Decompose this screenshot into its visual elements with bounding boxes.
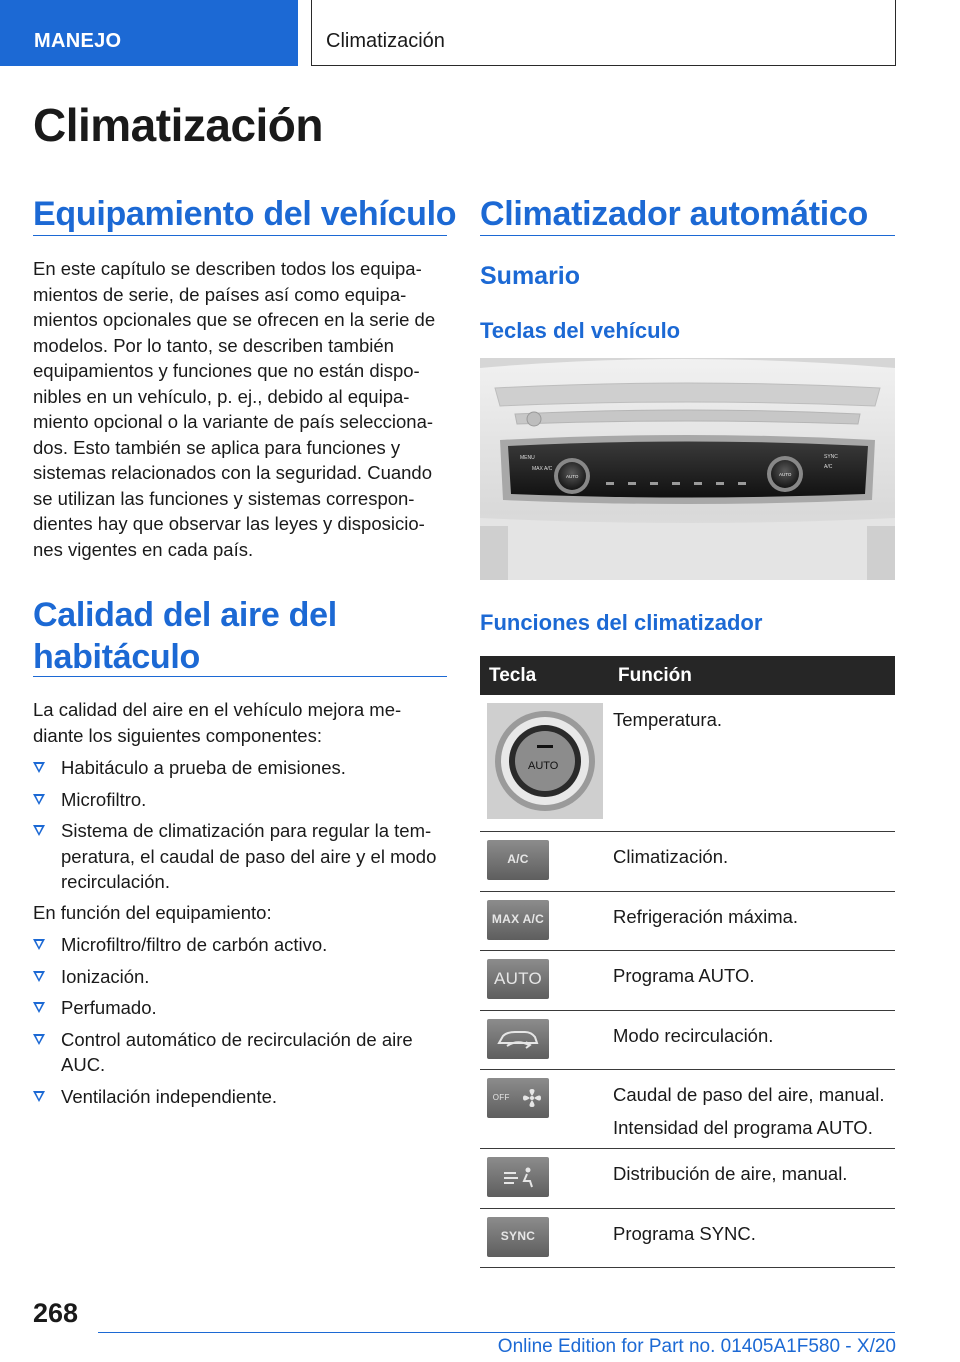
list-item: Control automático de recirculación de aire AUC. xyxy=(33,1027,453,1078)
max-ac-button-icon: MAX A/C xyxy=(487,900,549,940)
function-text: Caudal de paso del aire, manual. xyxy=(613,1083,885,1105)
equipment-heading: Equipamiento del vehículo xyxy=(33,195,457,233)
svg-text:MAX A/C: MAX A/C xyxy=(532,466,553,472)
recirculation-button-icon xyxy=(487,1019,549,1059)
auto-climate-heading: Climatizador automático xyxy=(480,195,868,233)
heading-rule xyxy=(480,235,895,236)
function-text: Modo recirculación. xyxy=(613,1024,774,1046)
climate-functions-table xyxy=(480,656,895,1268)
table-row xyxy=(480,695,895,831)
list-item: Sistema de climatización para regular la tem- peratura, el caudal de paso del aire y el modo recirculación. xyxy=(33,818,453,895)
page-title: Climatización xyxy=(33,99,324,151)
air-distribution-button-icon xyxy=(487,1157,549,1197)
svg-text:A/C: A/C xyxy=(824,464,833,470)
equipment-paragraph: En este capítulo se describen todos los equipa- mientos de serie, de países así como equipa- mientos opcionales que se ofrecen en la serie de modelos. Por lo tanto, se describen también equipamientos y funciones que no están dispo- nibles en un vehículo, p. ej., debido al equipa- miento opcional o la variante de país selecciona- dos. Esto también se aplica para funciones y sistemas relacionados con la seguridad. Cuando se utilizan las funciones y sistemas correspon- dientes hay que observar las leyes y disposicio- nes vigentes en cada país. xyxy=(33,258,436,560)
equipment-list xyxy=(33,932,453,1115)
function-text: Climatización. xyxy=(613,845,729,867)
climate-functions-heading: Funciones del climatizador xyxy=(480,610,763,635)
table-row xyxy=(480,1148,895,1208)
list-item: Perfumado. xyxy=(33,995,453,1021)
svg-text:MENU: MENU xyxy=(520,455,535,461)
summary-heading: Sumario xyxy=(480,262,581,290)
table-row xyxy=(480,950,895,1010)
bullet-triangle-icon xyxy=(33,1002,45,1013)
chapter-header xyxy=(311,0,896,66)
svg-text:AUTO: AUTO xyxy=(528,760,559,772)
table-row xyxy=(480,1010,895,1069)
bullet-triangle-icon xyxy=(33,1091,45,1102)
air-quality-intro: La calidad del aire en el vehículo mejora me- diante los siguientes componentes: xyxy=(33,699,402,746)
bullet-triangle-icon xyxy=(33,794,45,805)
heading-rule xyxy=(33,676,447,677)
table-header-row xyxy=(480,656,895,695)
edition-footer: Online Edition for Part no. 01405A1F580 - X/20 xyxy=(497,1336,896,1357)
bullet-triangle-icon xyxy=(33,939,45,950)
air-quality-heading: Calidad del aire del habitáculo xyxy=(33,596,337,676)
svg-text:AUTO: AUTO xyxy=(566,474,579,479)
climate-console-image xyxy=(480,358,895,580)
auto-button-icon: AUTO xyxy=(487,959,549,999)
console-illustration xyxy=(480,358,895,580)
bullet-triangle-icon xyxy=(33,825,45,836)
list-item: Microfiltro/filtro de carbón activo. xyxy=(33,932,453,958)
bullet-triangle-icon xyxy=(33,762,45,773)
table-row xyxy=(480,891,895,950)
function-text: Distribución de aire, manual. xyxy=(613,1162,848,1184)
function-text: Intensidad del programa AUTO. xyxy=(613,1116,873,1138)
function-text: Refrigeración máxima. xyxy=(613,905,799,927)
column-header-function: Función xyxy=(609,656,895,695)
bullet-triangle-icon xyxy=(33,971,45,982)
list-item: Ventilación independiente. xyxy=(33,1084,453,1110)
bullet-triangle-icon xyxy=(33,1034,45,1045)
table-row xyxy=(480,1069,895,1148)
equipment-intro: En función del equipamiento: xyxy=(33,902,272,923)
page-number: 268 xyxy=(33,1298,79,1328)
function-text: Temperatura. xyxy=(613,709,722,730)
svg-text:SYNC: SYNC xyxy=(824,454,838,460)
table-row xyxy=(480,1208,895,1267)
list-item: Ionización. xyxy=(33,964,453,990)
vehicle-keys-heading: Teclas del vehículo xyxy=(480,318,681,343)
air-quality-list xyxy=(33,755,453,901)
chapter-title: Climatización xyxy=(326,30,445,52)
function-text: Programa SYNC. xyxy=(613,1222,756,1244)
fan-button-icon: OFF xyxy=(487,1078,549,1118)
heading-rule xyxy=(33,235,447,236)
temperature-knob-icon xyxy=(487,703,603,819)
function-text: Programa AUTO. xyxy=(613,964,755,986)
svg-text:AUTO: AUTO xyxy=(779,472,792,477)
list-item: Habitáculo a prueba de emisiones. xyxy=(33,755,453,781)
sync-button-icon: SYNC xyxy=(487,1217,549,1257)
footer-rule xyxy=(98,1332,895,1333)
ac-button-icon: A/C xyxy=(487,840,549,880)
list-item: Microfiltro. xyxy=(33,787,453,813)
table-row xyxy=(480,831,895,891)
section-tab[interactable]: MANEJO xyxy=(0,0,298,66)
column-header-key: Tecla xyxy=(480,656,609,695)
